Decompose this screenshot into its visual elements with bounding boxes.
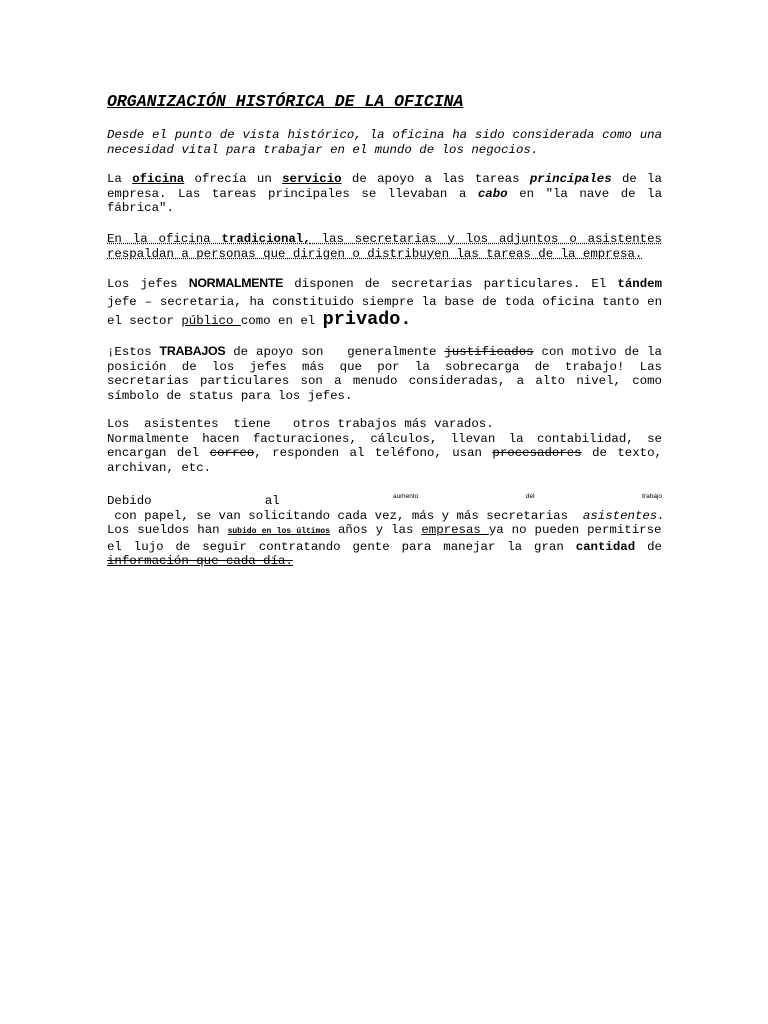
document-title: ORGANIZACIÓN HISTÓRICA DE LA OFICINA (107, 92, 464, 111)
word-cabo: cabo (477, 186, 508, 201)
text-run: Los sueldos han (107, 523, 228, 538)
word-oficina: oficina (132, 172, 185, 186)
paragraph-jefes (107, 275, 662, 331)
word-cantidad: cantidad (575, 539, 636, 554)
paragraph-intro: Desde el punto de vista histórico, la oficina ha sido considerada como una necesidad vital para trabajar en el mundo de los negocios. (107, 128, 662, 157)
text-run: las secretarias y los adjuntos o asistentes respaldan a personas que dirigen o distribuyen las tareas de la empresa. (107, 232, 662, 261)
word-justificados: justificados (444, 345, 534, 359)
word-tandem: tándem (617, 277, 663, 291)
word-normalmente: NORMALMENTE (188, 276, 284, 290)
text-run: , responden al teléfono, usan (254, 446, 493, 461)
note-aumento: aumento del trabajo (392, 493, 662, 500)
text-run: con papel, se van solicitando cada vez, más y más secretarias (107, 508, 583, 523)
word-informacion: información que cada día. (107, 554, 293, 569)
text-run: en "la nave de la fábrica". (107, 186, 663, 216)
word-subido: subido en los últimos (227, 527, 330, 537)
word-publico: público (181, 314, 241, 328)
text-run: ofrecía un (184, 172, 283, 186)
word-tradicional: tradicional, (221, 232, 311, 246)
paragraph-tradicional (107, 232, 662, 261)
text-run: ¡Estos (107, 345, 160, 359)
text-run: de (635, 539, 662, 554)
text-run: con motivo de la posición de los jefes más que por la sobrecarga de trabajo! Las secretarias particulares son a menudo consideradas, a alto nivel, como símbolo de status para los jefes. (107, 345, 662, 403)
word-servicio: servicio (282, 172, 342, 186)
paragraph-trabajos (107, 344, 662, 403)
text-run: años y las (330, 523, 422, 538)
word-procesadores: procesadores (492, 446, 582, 461)
text-run: Debido al (107, 494, 393, 508)
text-run: La (107, 172, 133, 186)
text-run: ya no pueden permitirse el lujo de seguir contratando gente para manejar la gran (107, 523, 662, 554)
paragraph-oficina (107, 172, 662, 216)
word-asistentes: asistentes. (582, 508, 665, 523)
word-correo: correo (209, 446, 255, 461)
text-run: de apoyo son generalmente (225, 345, 445, 359)
line-asistentes: Los asistentes tiene otros trabajos más varados. (107, 417, 494, 431)
text-run: como en el (240, 314, 323, 328)
text-run: jefe – secretaria, ha constituido siempre la base de toda oficina tanto en el sector (107, 294, 662, 328)
word-principales: principales (529, 172, 612, 186)
word-trabajos: TRABAJOS (159, 344, 226, 358)
text-run: disponen de secretarias particulares. El (283, 277, 618, 291)
word-empresas: empresas (421, 523, 489, 538)
text-run: de apoyo a las tareas (341, 172, 530, 186)
paragraph-asistentes (107, 417, 662, 475)
text-run: de texto, archivan, etc. (107, 446, 662, 475)
text-run: En la oficina (107, 232, 222, 246)
word-privado: privado. (322, 309, 412, 330)
paragraph-aumento (107, 490, 665, 569)
text-run: Los jefes (107, 277, 189, 291)
text-run: de la empresa. Las tareas principales se llevaban a (107, 172, 662, 201)
text-run: Normalmente hacen facturaciones, cálculos, llevan la contabilidad, se encargan del (107, 431, 662, 461)
